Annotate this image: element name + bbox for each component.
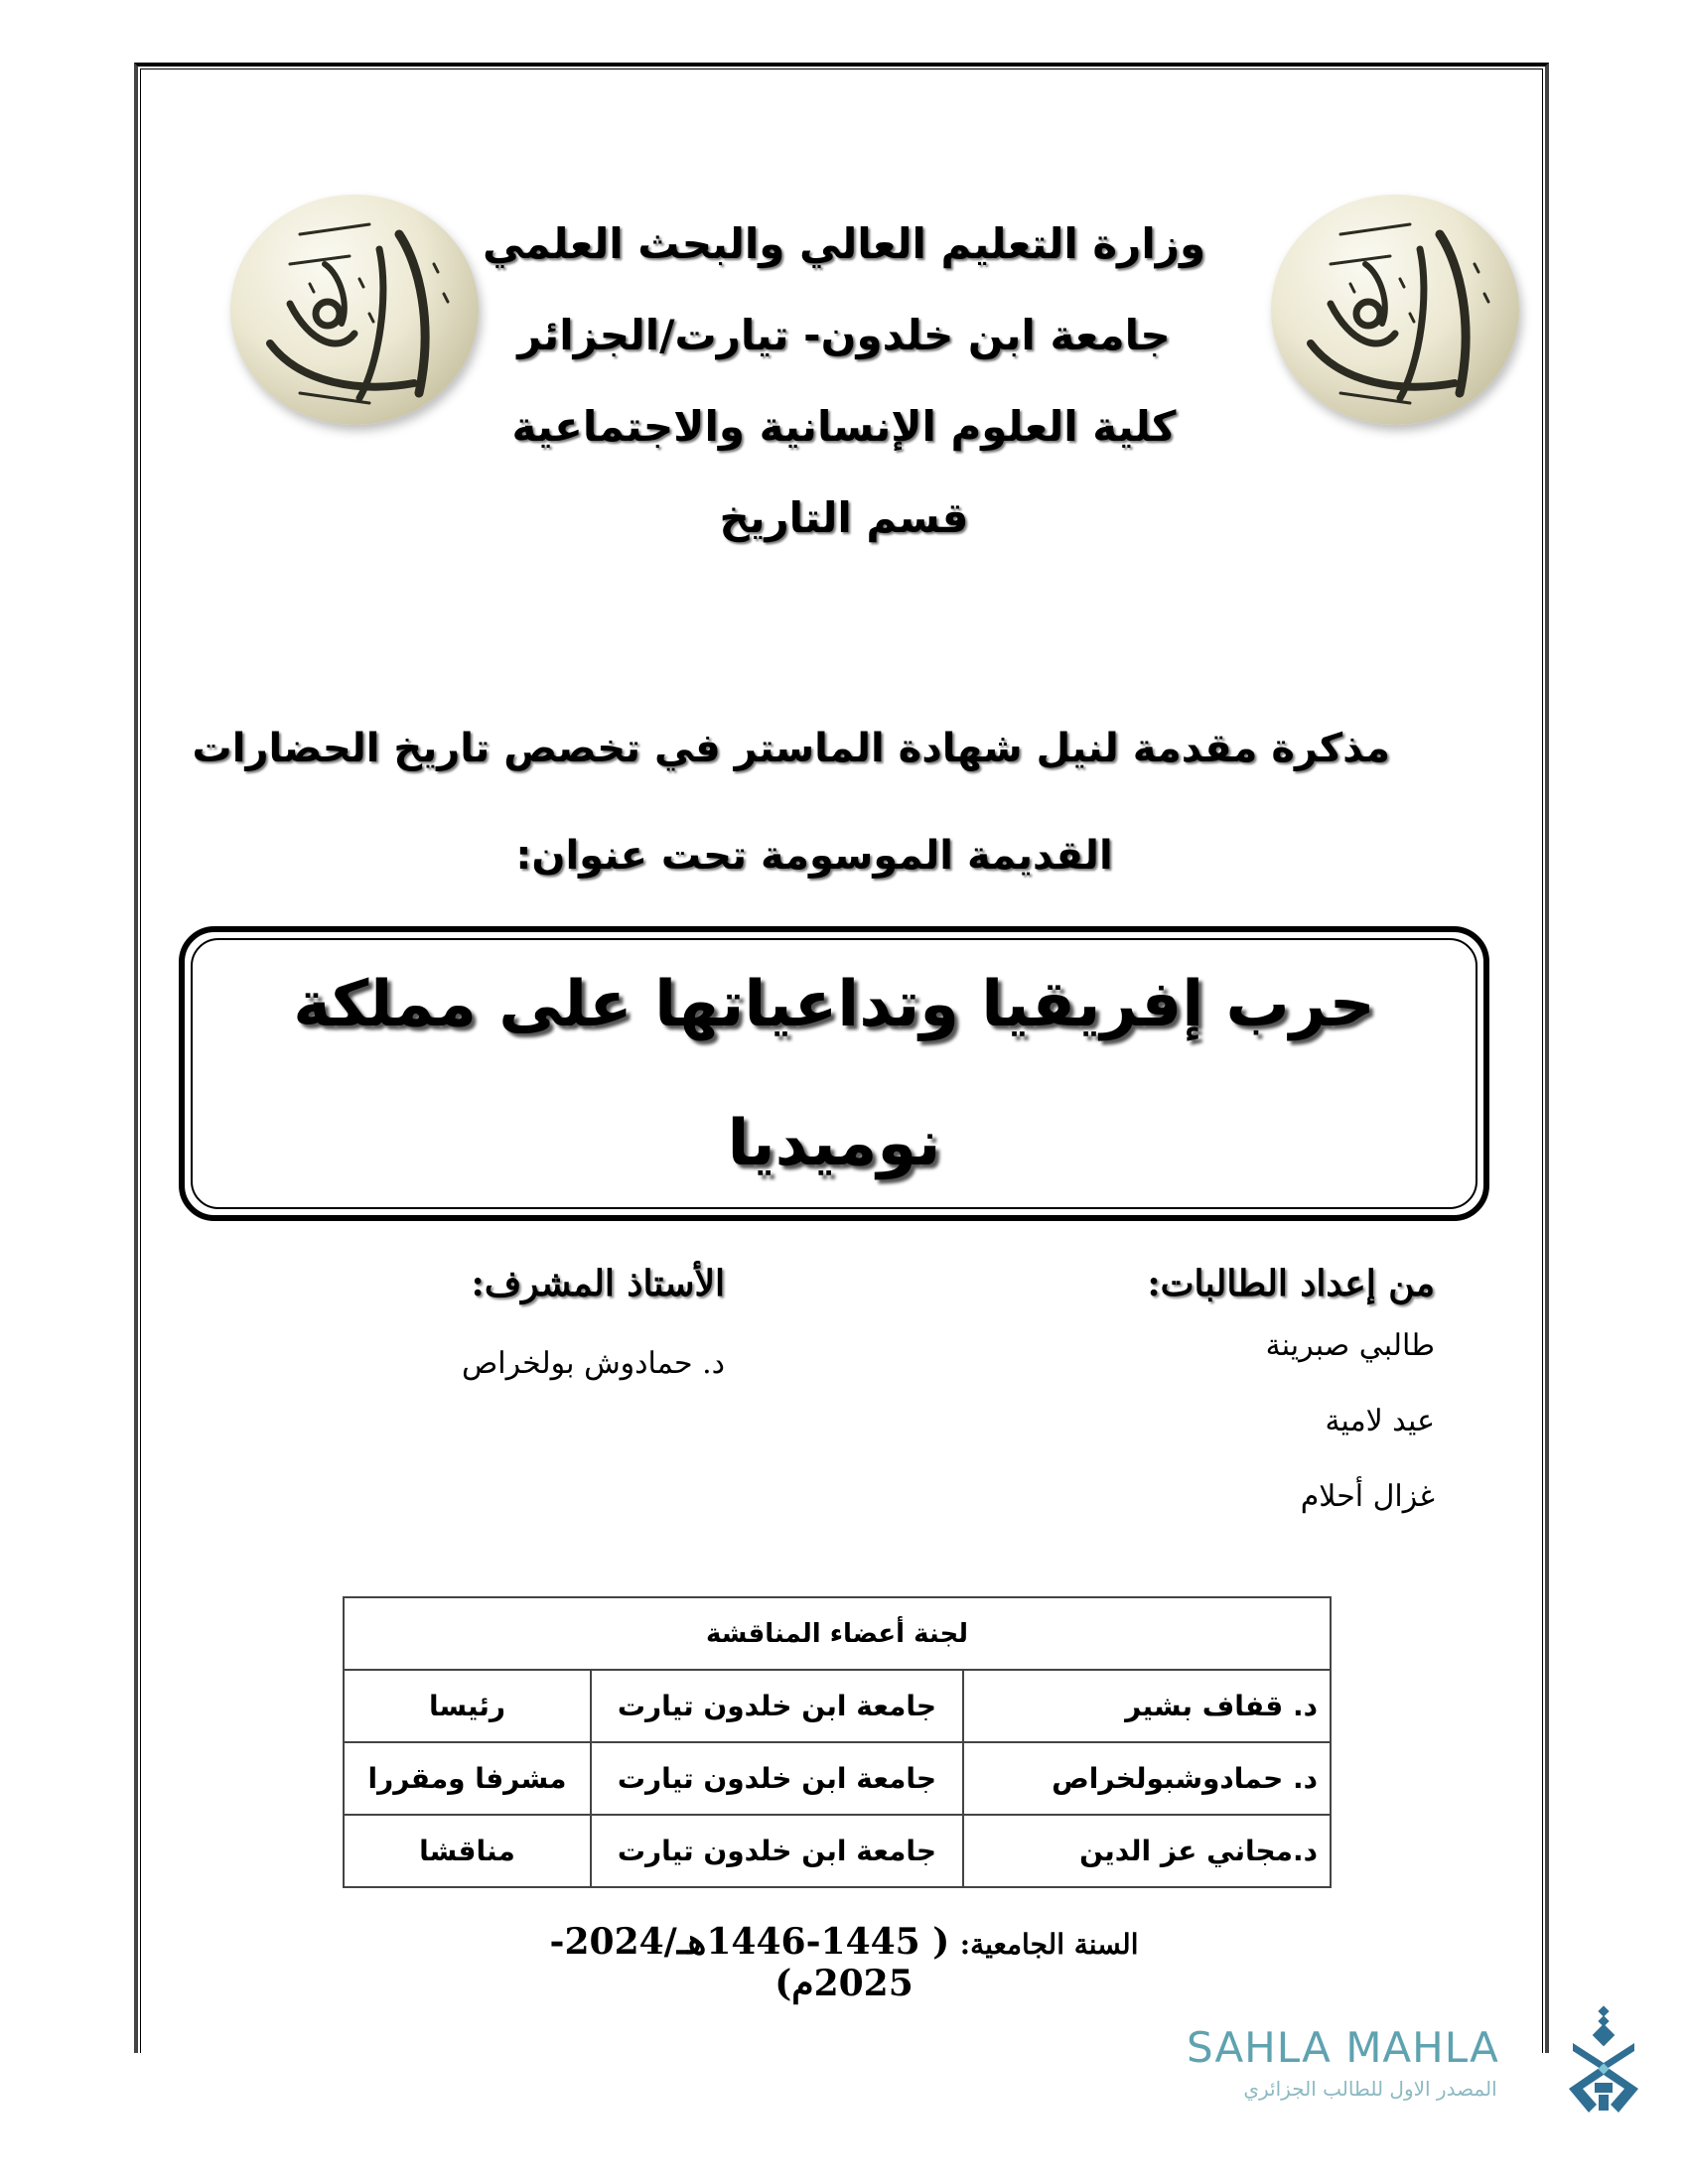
thesis-description-line-1: مذكرة مقدمة لنيل شهادة الماستر في تخصص تاريخ الحضارات <box>192 726 1390 771</box>
academic-year-value: ( 1445-1446هـ/2024- 2025م) <box>549 1921 950 2004</box>
department-name: قسم التاريخ <box>719 493 969 542</box>
thesis-title-box <box>179 926 1489 1221</box>
member-university: جامعة ابن خلدون تيارت <box>591 1815 963 1887</box>
committee-header-row <box>344 1597 1331 1670</box>
committee-title: لجنة أعضاء المناقشة <box>344 1597 1331 1670</box>
member-university: جامعة ابن خلدون تيارت <box>591 1670 963 1742</box>
thesis-title-line-2: نوميديا <box>727 1106 941 1180</box>
committee-table <box>343 1596 1332 1888</box>
thesis-description-line-2: القديمة الموسومة تحت عنوان: <box>515 833 1113 879</box>
member-role: مشرفا ومقررا <box>344 1742 591 1815</box>
thesis-title <box>191 938 1477 1209</box>
watermark-brand: SAHLA MAHLA <box>1187 2023 1499 2072</box>
sahla-mahla-watermark <box>1187 2005 1643 2115</box>
member-role: رئيسا <box>344 1670 591 1742</box>
students-heading: من إعداد الطالبات: <box>1147 1263 1435 1304</box>
supervisor-name: د. حمادوش بولخراص <box>462 1346 725 1381</box>
member-role: مناقشا <box>344 1815 591 1887</box>
student-name: غزال أحلام <box>1300 1479 1435 1514</box>
academic-year <box>477 1921 1211 2004</box>
university-name: جامعة ابن خلدون- تيارت/الجزائر <box>517 311 1171 359</box>
member-name: د. قفاف بشير <box>963 1670 1331 1742</box>
member-university: جامعة ابن خلدون تيارت <box>591 1742 963 1815</box>
university-seal-right <box>1271 195 1519 425</box>
ministry-name: وزارة التعليم العالي والبحث العلمي <box>482 219 1206 268</box>
thesis-description <box>192 695 1390 909</box>
member-name: د. حمادوشبولخراص <box>963 1742 1331 1815</box>
academic-year-label: السنة الجامعية: <box>959 1928 1139 1961</box>
students-section <box>938 1259 1435 1535</box>
table-row <box>344 1670 1331 1742</box>
thesis-title-line-1: حرب إفريقيا وتداعياتها على مملكة <box>293 967 1375 1041</box>
table-row <box>344 1742 1331 1815</box>
member-name: د.مجاني عز الدين <box>963 1815 1331 1887</box>
faculty-name: كلية العلوم الإنسانية والاجتماعية <box>511 402 1177 451</box>
supervisor-heading: الأستاذ المشرف: <box>471 1263 725 1304</box>
student-name: عيد لامية <box>1325 1404 1435 1438</box>
supervisor-section <box>308 1259 725 1402</box>
institution-header <box>417 199 1271 564</box>
watermark-tagline: المصدر الاول للطالب الجزائري <box>1243 2077 1497 2101</box>
table-row <box>344 1815 1331 1887</box>
sahla-mahla-logo-icon <box>1559 2005 1648 2116</box>
student-name: طالبي صبرينة <box>1265 1328 1435 1363</box>
university-seal-icon <box>1271 195 1519 425</box>
